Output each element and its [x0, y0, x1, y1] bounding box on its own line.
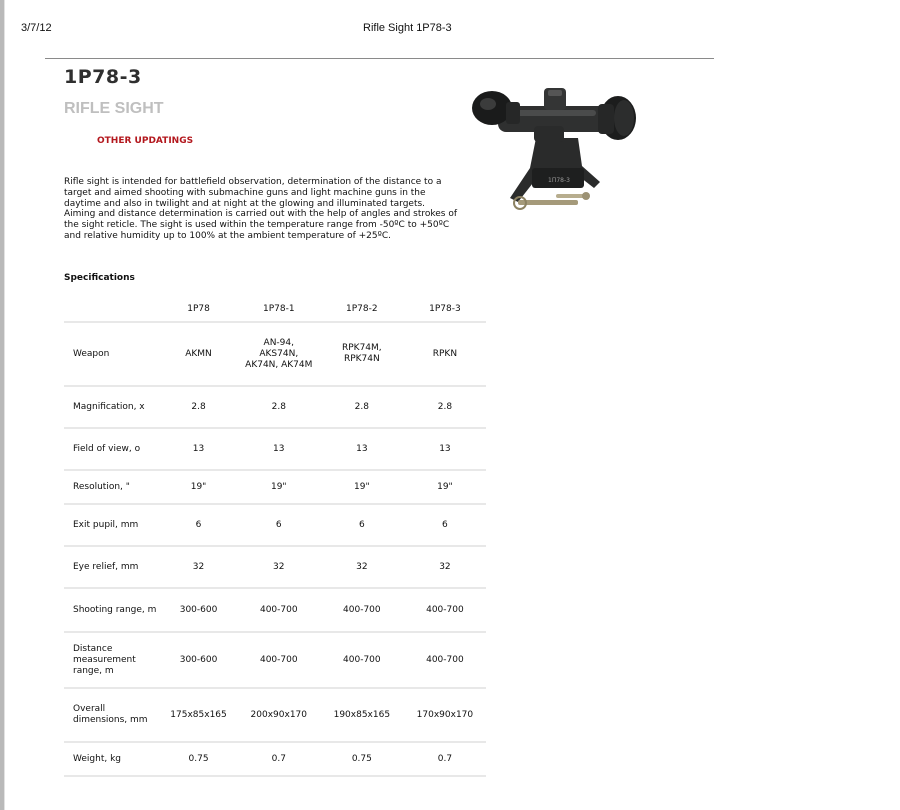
header-cell: 1P78-1 [238, 298, 320, 322]
table-cell: 6 [159, 504, 237, 546]
table-cell: 6 [238, 504, 320, 546]
product-title: 1P78-3 [64, 66, 142, 88]
table-row [64, 470, 486, 504]
table-cell: 400-700 [238, 588, 320, 632]
table-cell: 2.8 [238, 386, 320, 428]
table-cell: RPK74M, RPK74N [320, 322, 404, 386]
table-cell: AKMN [159, 322, 237, 386]
table-cell: 2.8 [159, 386, 237, 428]
specifications-table [64, 298, 486, 777]
table-cell: 32 [404, 546, 486, 588]
header-cell: 1P78-3 [404, 298, 486, 322]
table-row [64, 546, 486, 588]
table-cell: 2.8 [404, 386, 486, 428]
table-cell: 32 [320, 546, 404, 588]
rifle-sight-photo [458, 76, 648, 216]
product-subtitle: RIFLE SIGHT [64, 100, 164, 117]
table-cell: 0.75 [320, 742, 404, 776]
table-cell: 19" [238, 470, 320, 504]
specifications-heading: Specifications [64, 273, 135, 283]
other-updatings-link[interactable]: OTHER UPDATINGS [97, 136, 194, 146]
page-left-border-inner [4, 0, 5, 810]
table-cell: 400-700 [320, 632, 404, 688]
table-cell: 300-600 [159, 588, 237, 632]
table-row [64, 632, 486, 688]
header-cell: 1P78-2 [320, 298, 404, 322]
table-row [64, 688, 486, 742]
table-row [64, 386, 486, 428]
table-cell: RPKN [404, 322, 486, 386]
table-cell: 0.75 [159, 742, 237, 776]
table-cell: 400-700 [404, 588, 486, 632]
table-cell: 13 [404, 428, 486, 470]
header-cell [64, 298, 159, 322]
row-label: Magnification, x [64, 386, 159, 428]
table-cell: 32 [238, 546, 320, 588]
table-row [64, 504, 486, 546]
table-cell: 19" [320, 470, 404, 504]
table-row [64, 742, 486, 776]
table-cell: 6 [404, 504, 486, 546]
row-label: Shooting range, m [64, 588, 159, 632]
table-cell: 19" [159, 470, 237, 504]
table-row [64, 428, 486, 470]
table-cell: 0.7 [238, 742, 320, 776]
header-divider [45, 58, 714, 59]
row-label: Field of view, o [64, 428, 159, 470]
table-cell: 0.7 [404, 742, 486, 776]
row-label: Distance measurement range, m [64, 632, 159, 688]
table-cell: 175x85x165 [159, 688, 237, 742]
table-cell: 170x90x170 [404, 688, 486, 742]
row-label: Resolution, " [64, 470, 159, 504]
table-cell: 190x85x165 [320, 688, 404, 742]
table-cell: 2.8 [320, 386, 404, 428]
table-cell: 200x90x170 [238, 688, 320, 742]
table-cell: 13 [159, 428, 237, 470]
table-cell: AN-94, AKS74N, AK74N, AK74M [238, 322, 320, 386]
table-cell: 400-700 [238, 632, 320, 688]
table-cell: 13 [238, 428, 320, 470]
svg-text:1П78-3: 1П78-3 [548, 177, 570, 184]
row-label: Overall dimensions, mm [64, 688, 159, 742]
row-label: Weight, kg [64, 742, 159, 776]
row-label: Eye relief, mm [64, 546, 159, 588]
table-cell: 400-700 [320, 588, 404, 632]
description-paragraph: Rifle sight is intended for battlefield observation, determination of the distance to a target and aimed shooting with submachine guns and light machine guns in the daytime and also in twilight and at night at the glowing and illuminated targets. [64, 177, 442, 209]
table-row [64, 588, 486, 632]
table-cell: 19" [404, 470, 486, 504]
description-paragraph: Aiming and distance determination is carried out with the help of angles and strokes of the sight reticle. The sight is used within the temperature range from -50ºC to +50ºC and relative humidity up to 100% at the ambient temperature of +25ºC. [64, 209, 458, 241]
table-row [64, 322, 486, 386]
table-cell: 300-600 [159, 632, 237, 688]
row-label: Exit pupil, mm [64, 504, 159, 546]
row-label: Weapon [64, 322, 159, 386]
table-cell: 32 [159, 546, 237, 588]
print-page-title: Rifle Sight 1P78-3 [363, 22, 452, 34]
header-cell: 1P78 [159, 298, 237, 322]
table-header-row [64, 298, 486, 322]
table-cell: 400-700 [404, 632, 486, 688]
print-date: 3/7/12 [21, 22, 52, 34]
product-description [64, 177, 459, 242]
table-cell: 6 [320, 504, 404, 546]
table-cell: 13 [320, 428, 404, 470]
